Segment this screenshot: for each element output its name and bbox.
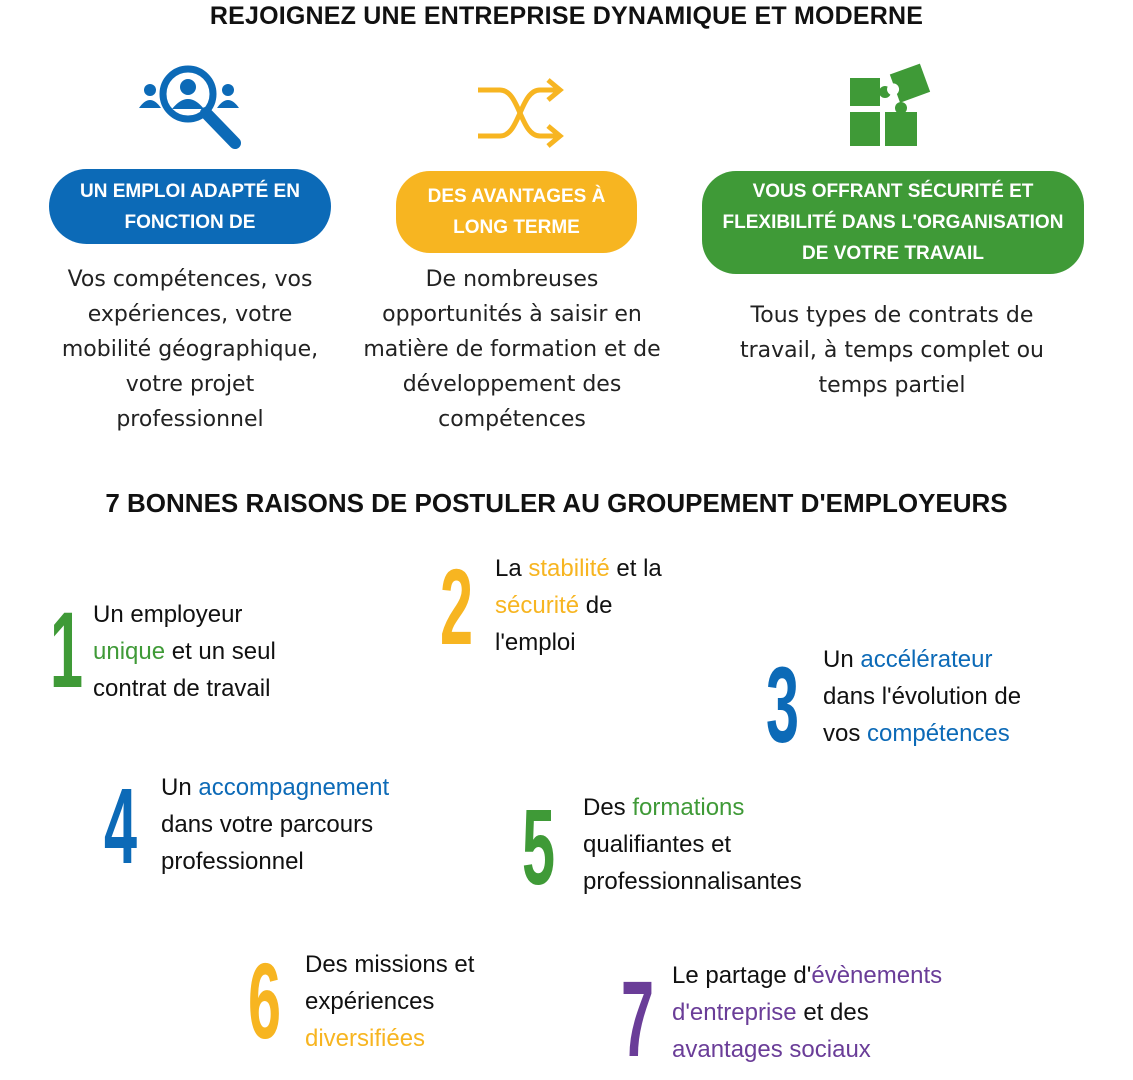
reason-line — [305, 1020, 474, 1057]
reason-text-segment: Des missions et — [305, 951, 475, 978]
reason-line — [93, 596, 276, 633]
reason-text — [823, 641, 1021, 752]
reason-line — [583, 863, 802, 900]
highlight-text: accompagnement — [198, 774, 390, 801]
reason-line — [161, 843, 389, 880]
reason-line — [823, 641, 1021, 678]
highlight-text: évènements — [811, 962, 943, 989]
reason-text-segment: dans votre parcours — [161, 811, 374, 838]
highlight-text: avantages sociaux — [672, 1036, 871, 1063]
reason-text-segment: expériences — [305, 988, 435, 1015]
reason-text — [583, 789, 802, 900]
reason-line — [495, 624, 662, 661]
feature-description-security-flexibility: Tous types de contrats de travail, à temps complet ou temps partiel — [740, 303, 1044, 398]
reason-text-segment: Un — [823, 646, 861, 673]
reason-text-segment: Le partage d' — [672, 962, 812, 989]
reason-number: 1 — [50, 589, 84, 710]
highlight-text: stabilité — [528, 555, 610, 582]
reason-number: 2 — [440, 546, 474, 667]
highlight-text: d'entreprise — [672, 999, 797, 1026]
reason-text-segment: vos — [823, 720, 868, 747]
reason-text — [672, 957, 942, 1068]
reason-line — [305, 983, 474, 1020]
feature-label-security-flexibility: VOUS OFFRANT SÉCURITÉ ET FLEXIBILITÉ DANS L'ORGANISATION DE VOTRE TRAVAIL — [702, 171, 1084, 274]
reason-text-segment: La — [495, 555, 529, 582]
reason-line — [583, 789, 802, 826]
reason-line — [495, 550, 662, 587]
highlight-text: accélérateur — [860, 646, 993, 673]
reason-line — [583, 826, 802, 863]
feature-label-long-term-benefits: DES AVANTAGES À LONG TERME — [396, 171, 637, 253]
reason-text-segment: professionnalisantes — [583, 868, 802, 895]
reason-text-segment: l'emploi — [495, 629, 576, 656]
section-title: 7 BONNES RAISONS DE POSTULER AU GROUPEMENT D'EMPLOYEURS — [105, 488, 1008, 518]
highlight-text: formations — [632, 794, 745, 821]
reason-text-segment: et un seul — [165, 638, 276, 665]
reason-number: 5 — [522, 786, 556, 907]
reason-number: 4 — [104, 765, 138, 886]
reason-text-segment: contrat de travail — [93, 675, 271, 702]
reason-text — [305, 946, 474, 1057]
feature-description-job-fit: Vos compétences, vos expériences, votre mobilité géographique, votre projet professionnel — [61, 267, 319, 432]
reason-line — [93, 633, 276, 670]
highlight-text: diversifiées — [305, 1025, 426, 1052]
page-title: REJOIGNEZ UNE ENTREPRISE DYNAMIQUE ET MODERNE — [209, 2, 924, 30]
reason-line — [93, 670, 276, 707]
reason-line — [672, 994, 942, 1031]
reason-text-segment: qualifiantes et — [583, 831, 732, 858]
reason-text-segment: de — [579, 592, 613, 619]
reason-line — [672, 957, 942, 994]
reason-text — [93, 596, 276, 707]
reason-line — [672, 1031, 942, 1068]
reason-text — [495, 550, 662, 661]
reason-line — [305, 946, 474, 983]
reason-text-segment: Un employeur — [93, 601, 243, 628]
reason-text-segment: et des — [796, 999, 869, 1026]
reason-text-segment: Un — [161, 774, 199, 801]
reason-text-segment: dans l'évolution de — [823, 683, 1022, 710]
highlight-text: sécurité — [495, 592, 580, 619]
reason-line — [161, 769, 389, 806]
highlight-text: compétences — [867, 720, 1010, 747]
shuffle-arrows-icon — [474, 78, 566, 152]
reason-text-segment: et la — [609, 555, 662, 582]
reason-text — [161, 769, 389, 880]
reason-number: 7 — [621, 958, 655, 1079]
highlight-text: unique — [93, 638, 166, 665]
people-search-icon — [136, 64, 246, 152]
reason-line — [495, 587, 662, 624]
reason-text-segment: Des — [583, 794, 633, 821]
puzzle-icon — [845, 60, 939, 150]
feature-label-job-fit: UN EMPLOI ADAPTÉ EN FONCTION DE — [49, 169, 331, 244]
reason-number: 3 — [766, 644, 800, 765]
reason-line — [823, 678, 1021, 715]
feature-description-long-term-benefits: De nombreuses opportunités à saisir en matière de formation et de développement des compétences — [363, 267, 661, 432]
reason-line — [823, 715, 1021, 752]
reason-text-segment: professionnel — [161, 848, 304, 875]
reason-line — [161, 806, 389, 843]
reason-number: 6 — [248, 940, 282, 1061]
